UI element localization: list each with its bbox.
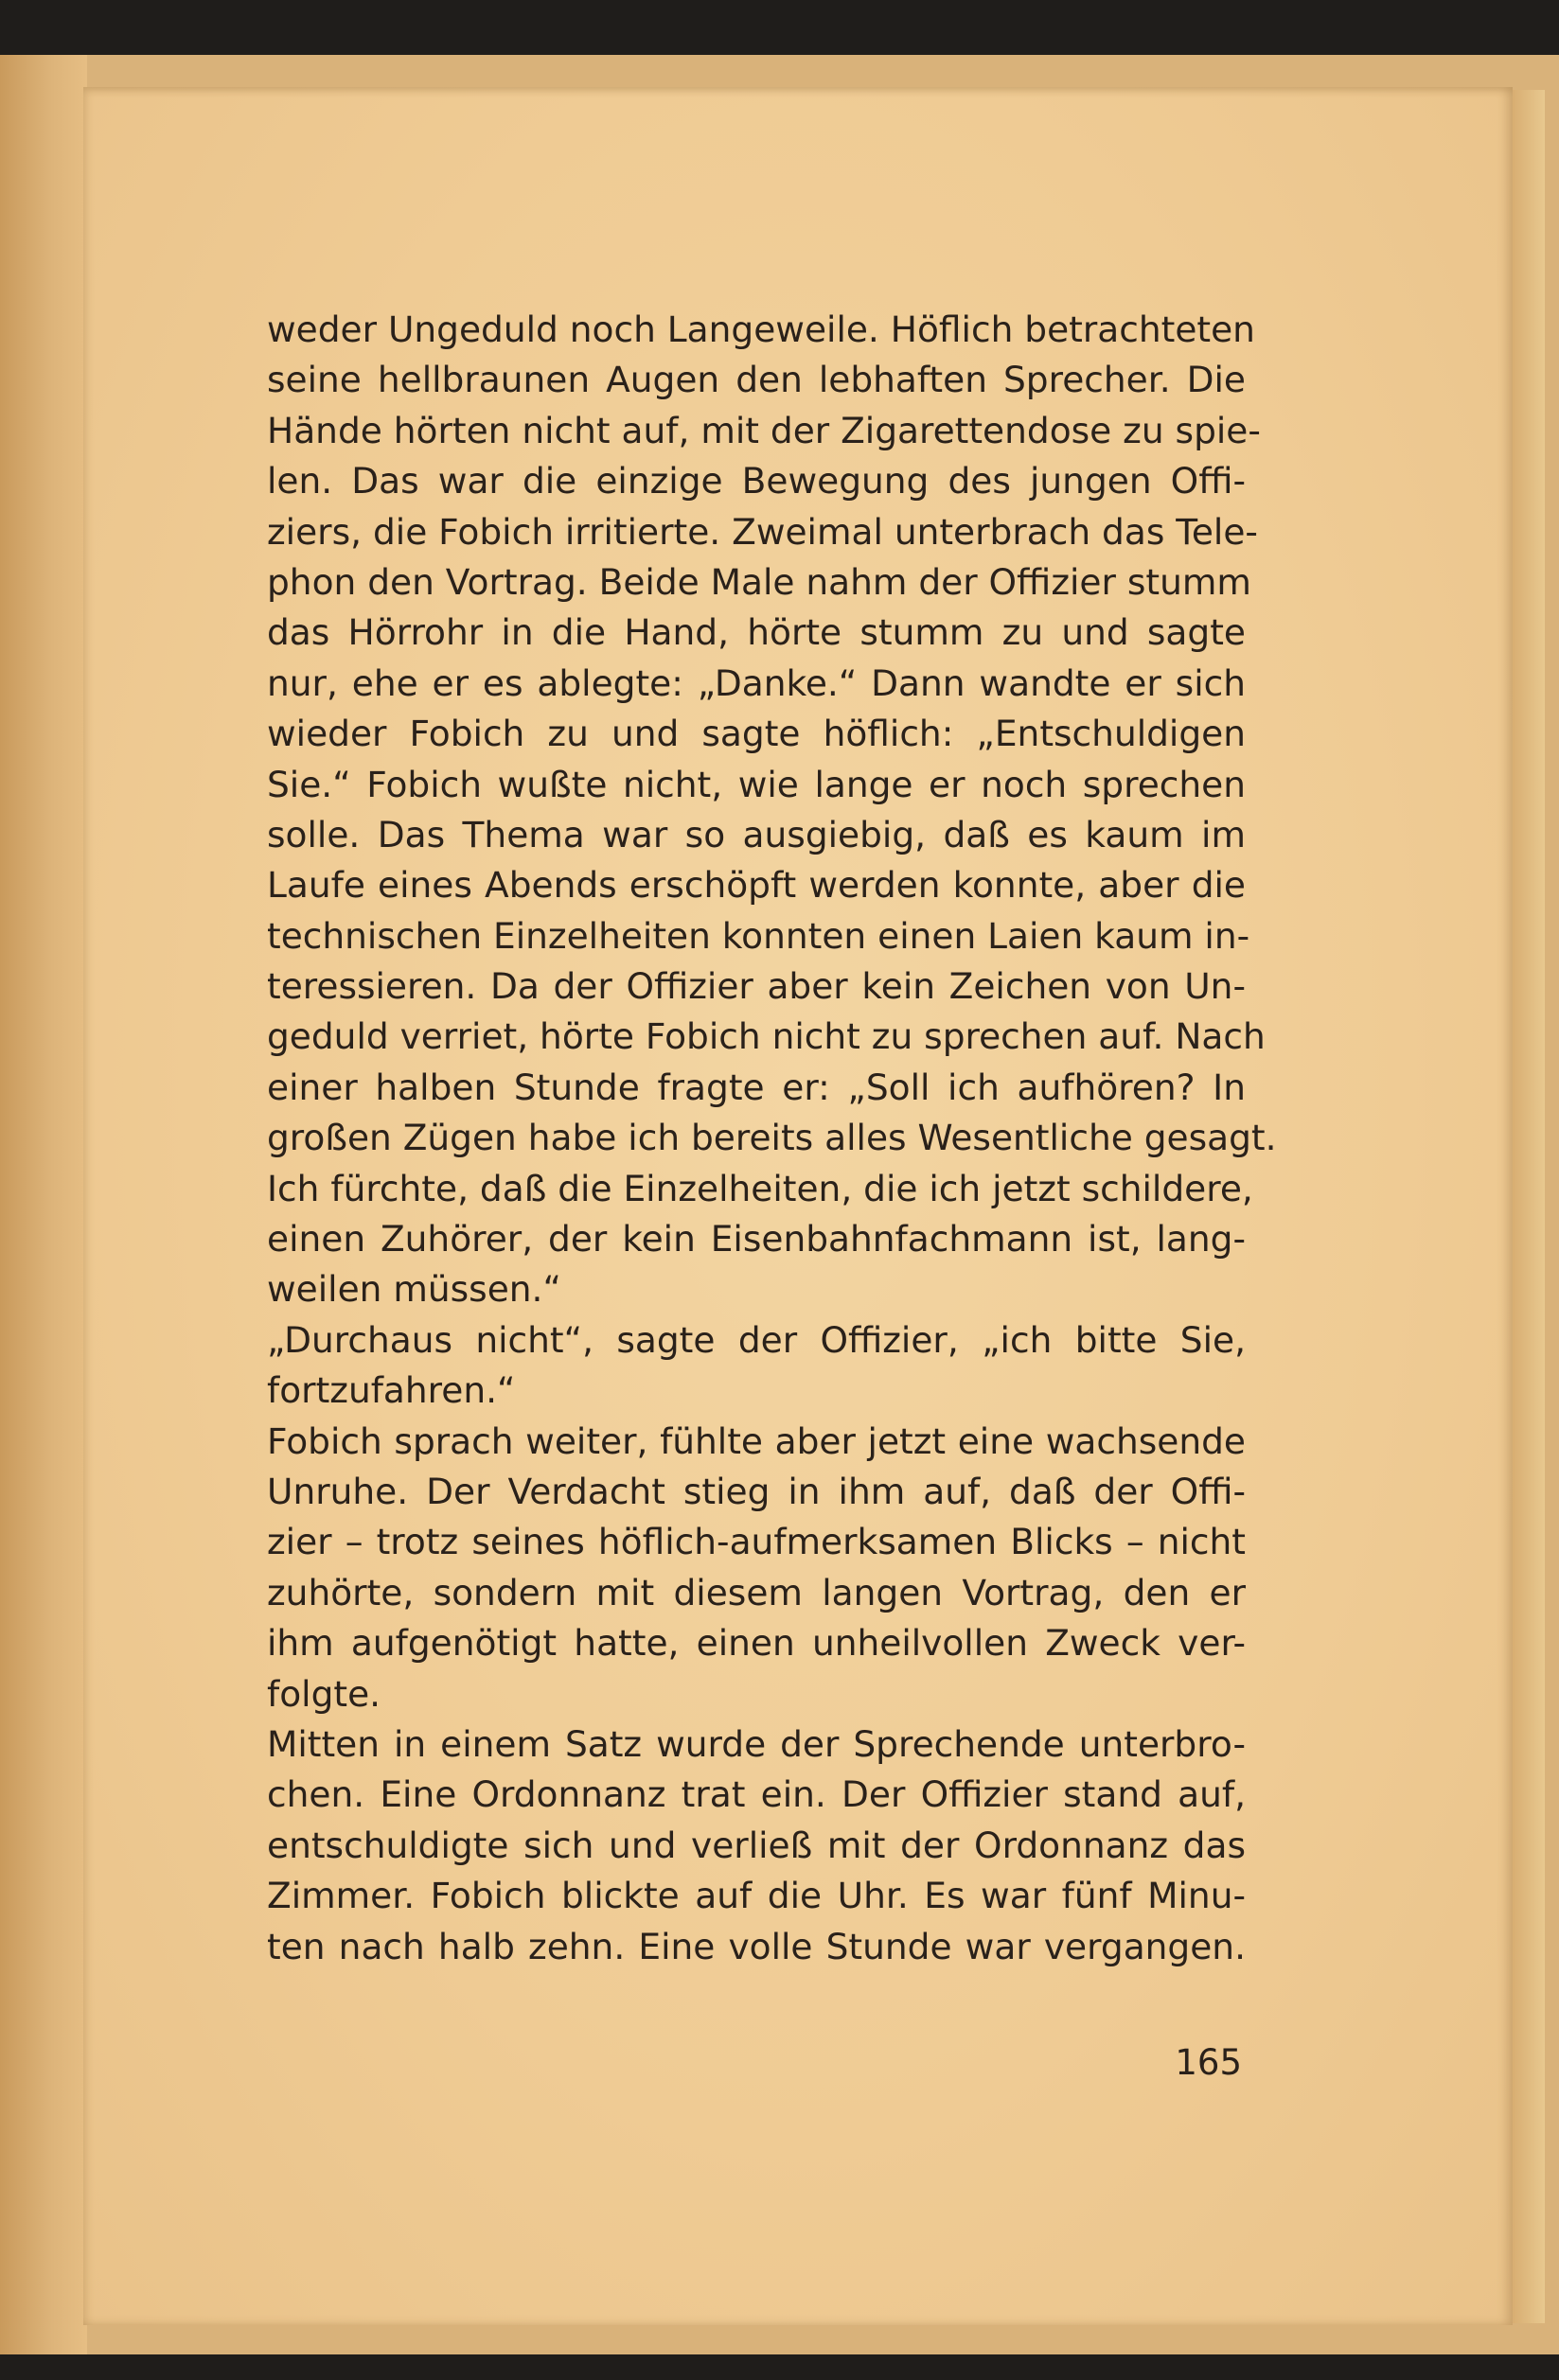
text-line: wieder Fobich zu und sagte höflich: „Entschuldigen — [267, 713, 1246, 755]
text-line: Sie.“ Fobich wußte nicht, wie lange er noch sprechen — [267, 763, 1246, 805]
body-text — [267, 305, 1277, 1972]
left-page-gutter — [0, 55, 87, 2354]
text-line: entschuldigte sich und verließ mit der Ordonnanz das — [267, 1824, 1246, 1866]
text-line: Fobich sprach weiter, fühlte aber jetzt eine wachsende — [267, 1419, 1246, 1462]
text-line: fortzufahren.“ — [267, 1369, 516, 1412]
text-line: ten nach halb zehn. Eine volle Stunde war vergangen. — [267, 1925, 1246, 1967]
text-line: len. Das war die einzige Bewegung des jungen Offi- — [267, 460, 1246, 502]
text-line: einer halben Stunde fragte er: „Soll ich aufhören? In — [267, 1066, 1246, 1108]
text-line: zuhörte, sondern mit diesem langen Vortrag, den er — [267, 1571, 1246, 1613]
text-line: seine hellbraunen Augen den lebhaften Sprecher. Die — [267, 359, 1246, 401]
text-line: Unruhe. Der Verdacht stieg in ihm auf, daß der Offi- — [267, 1470, 1246, 1512]
page-edge — [1513, 90, 1545, 2323]
text-line: geduld verriet, hörte Fobich nicht zu sprechen auf. Nach — [267, 1015, 1266, 1058]
text-line: weder Ungeduld noch Langeweile. Höflich betrachteten — [267, 309, 1255, 350]
text-line: ziers, die Fobich irritierte. Zweimal unterbrach das Tele- — [267, 510, 1258, 553]
text-line: chen. Eine Ordonnanz trat ein. Der Offizier stand auf, — [267, 1773, 1246, 1816]
text-line: Zimmer. Fobich blickte auf die Uhr. Es war fünf Minu- — [267, 1875, 1246, 1917]
text-line: großen Zügen habe ich bereits alles Wesentliche gesagt. — [267, 1117, 1277, 1159]
text-line: phon den Vortrag. Beide Male nahm der Offizier stumm — [267, 560, 1251, 603]
page-number: 165 — [1175, 2042, 1242, 2083]
text-line: Hände hörten nicht auf, mit der Zigarettendose zu spie- — [267, 409, 1261, 451]
text-line: solle. Das Thema war so ausgiebig, daß es kaum im — [267, 813, 1246, 855]
text-line: Laufe eines Abends erschöpft werden konnte, aber die — [267, 864, 1246, 907]
text-line: einen Zuhörer, der kein Eisenbahnfachmann ist, lang- — [267, 1218, 1246, 1261]
text-line: „Durchaus nicht“, sagte der Offizier, „ich bitte Sie, — [267, 1318, 1246, 1361]
text-line: ihm aufgenötigt hatte, einen unheilvollen Zweck ver- — [267, 1622, 1246, 1665]
text-line: weilen müssen.“ — [267, 1268, 561, 1311]
text-line: teressieren. Da der Offizier aber kein Zeichen von Un- — [267, 965, 1246, 1008]
text-line: das Hörrohr in die Hand, hörte stumm zu und sagte — [267, 611, 1246, 654]
text-line: technischen Einzelheiten konnten einen Laien kaum in- — [267, 914, 1250, 957]
text-line: Ich fürchte, daß die Einzelheiten, die ich jetzt schildere, — [267, 1167, 1253, 1209]
text-line: zier – trotz seines höflich-aufmerksamen Blicks – nicht — [267, 1521, 1246, 1563]
text-line: Mitten in einem Satz wurde der Sprechende unterbro- — [267, 1722, 1246, 1765]
text-line: folgte. — [267, 1672, 381, 1715]
text-line: nur, ehe er es ablegte: „Danke.“ Dann wandte er sich — [267, 661, 1246, 704]
